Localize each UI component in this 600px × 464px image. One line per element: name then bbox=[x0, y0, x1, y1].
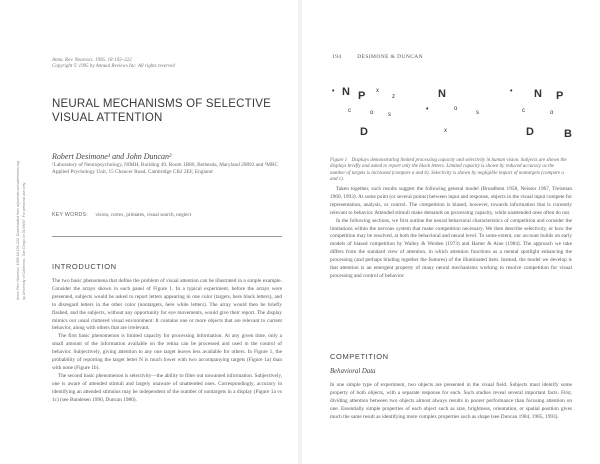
figure-target-letter: D bbox=[526, 126, 534, 138]
figure-panel-a bbox=[330, 84, 406, 144]
paragraph: Taken together, such results suggest the following general model (Broadbent 1958, Neisser 1967, Treisman 1960, 1993). At some point (or several points) between input and response, objects in the visual input compete for representation, analysis, or control. The competition is biased, however, towards information that is currently relevant to behavior. Attended stimuli make demands on processing capacity, while unattended ones often do not. bbox=[330, 186, 572, 216]
page-number: 194 bbox=[332, 54, 342, 60]
figure-caption-text: Displays demonstrating limited processing capacity and selectivity in human vision. Subjects are shown the displays briefly and asked to report only the black letters. Limited capacity is shown by reduced accuracy as the number of targets is increased (compare a and b). Selectivity is shown by negligible impact of nontargets (compare a and c). bbox=[330, 158, 567, 183]
affiliation: ¹Laboratory of Neuropsychology, NIMH, Building 49, Room 1B80, Bethesda, Maryland 20892 and ²MRC Applied Psychology Unit, 15 Chaucer Road, Cambridge CB2 2EF, England bbox=[52, 162, 279, 175]
keywords-list: vision, cortex, primates, visual search, neglect bbox=[95, 212, 192, 218]
figure-panel-c bbox=[506, 84, 582, 144]
subsection-heading-behavioral-data: Behavioral Data bbox=[330, 368, 376, 375]
paragraph: In one simple type of experiment, two objects are presented in the visual field. Subjects must identify some property of both objects, with a separate response for each. Such studies reveal several important facts. First, dividing attention between two objects almost always results in poorer performance than focusing attention on one. Essentially simple properties of each object such as size, brightness, orientation, or spatial position gives much the same result as identifying more complex properties such as shape (see Duncan 1984, 1985, 1993). bbox=[330, 382, 572, 420]
right-body bbox=[330, 186, 572, 281]
authors: Robert Desimone¹ and John Duncan² bbox=[52, 152, 172, 161]
paragraph: In the following sections, we first outline the neural behavioral characteristics of competition and consider the limitations within the nervous system that make competition necessary. We then describe selectivity, or how the competition may be resolved, at both the behavioral and neural level. To some extent, our account builds on early models of biased competition by Walley & Weiden (1973) and Harter & Aine (1984). The approach we take differs from the standard view of attention, in which attention functions as a mental spotlight enhancing the processing (and perhaps binding together the features) of the illuminated item. Instead, the model we develop is that attention is an emergent property of many neural mechanisms working to resolve competition for visual processing and control of behavior. bbox=[330, 217, 572, 279]
figure-panel-b bbox=[422, 84, 498, 144]
figure-target-letter: N bbox=[534, 88, 542, 100]
figure-1 bbox=[330, 84, 582, 144]
running-head bbox=[332, 54, 437, 60]
section-heading-introduction: INTRODUCTION bbox=[52, 262, 117, 271]
divider-rule bbox=[52, 236, 282, 237]
section-heading-competition: COMPETITION bbox=[330, 352, 389, 361]
figure-target-letter: P bbox=[358, 90, 366, 102]
figure-nontarget-letter: s bbox=[388, 112, 391, 118]
figure-target-letter: N bbox=[342, 86, 350, 98]
figure-nontarget-letter: x bbox=[376, 88, 379, 94]
paragraph: The two basic phenomena that define the problem of visual attention can be illustrated in a simple example. Consider the arrays shown in each panel of Figure 1. In a typical experiment, before the arrays were presented, subjects would be asked to report letters appearing in one color (targets, here black letters), and to disregard letters in the other color (nontargets, here white letters). The array would then be briefly flashed, and the subjects, without any opportunity for eye movements, would give their report. The display mimics our usual cluttered visual environment: It contains one or more objects that are relevant to current behavior, along with others that are irrelevant. bbox=[52, 278, 282, 332]
figure-target-letter: D bbox=[360, 126, 368, 138]
left-page bbox=[0, 0, 298, 464]
figure-caption bbox=[330, 158, 568, 184]
competition-body bbox=[330, 382, 572, 422]
paragraph: The second basic phenomenon is selectivity—the ability to filter out unwanted information. Subjectively, one is aware of attended stimuli and largely unaware of unattended ones. Correspondingly, accuracy in identifying an attended stimulus may be independent of the number of nontargets in a display (Figure 1a vs 1c) (see Bundesen 1990, Duncan 1980). bbox=[52, 372, 282, 403]
figure-nontarget-letter: s bbox=[476, 110, 479, 116]
figure-nontarget-letter: c bbox=[522, 108, 525, 114]
right-page bbox=[302, 0, 600, 464]
article-title: NEURAL MECHANISMS OF SELECTIVE VISUAL ATTENTION bbox=[52, 98, 272, 124]
journal-line-1: Annu. Rev. Neurosci. 1995. 18:193–222 bbox=[52, 58, 132, 63]
figure-target-letter: B bbox=[564, 128, 572, 140]
margin-download-stamp-2: by University of California - San Diego on 01/09/07. For personal use only. bbox=[22, 182, 26, 300]
keywords bbox=[52, 212, 282, 219]
journal-line-2: Copyright © 1995 by Annual Reviews Inc. All rights reserved bbox=[52, 64, 175, 69]
figure-nontarget-letter: z bbox=[392, 94, 395, 100]
figure-target-letter: N bbox=[438, 88, 446, 100]
paragraph: The first basic phenomenon is limited capacity for processing information. At any given time, only a small amount of the information available on the retina can be processed and used in the control of behavior. Subjectively, giving attention to any one target leaves less available for others. In Figure 1, the probability of reporting the target letter N is much lower with two accompanying targets (Figure 1a) than with none (Figure 1b). bbox=[52, 333, 282, 371]
figure-nontarget-letter: o bbox=[370, 110, 374, 116]
introduction-body bbox=[52, 278, 282, 405]
figure-caption-label: Figure 1 bbox=[330, 158, 348, 163]
running-head-authors: DESIMONE & DUNCAN bbox=[357, 54, 424, 60]
figure-nontarget-letter: c bbox=[348, 108, 351, 114]
figure-nontarget-letter: • bbox=[510, 88, 513, 95]
figure-nontarget-letter: x bbox=[444, 128, 447, 134]
margin-download-stamp-1: Annu. Rev. Neurosci. 1995.18:193-222. Downloaded from arjournals.annualreviews.org bbox=[16, 161, 20, 300]
figure-target-letter: P bbox=[556, 90, 564, 102]
figure-nontarget-letter: o bbox=[550, 110, 554, 116]
figure-nontarget-letter: • bbox=[332, 88, 335, 95]
figure-nontarget-letter: o bbox=[454, 106, 458, 112]
journal-citation bbox=[52, 58, 175, 70]
keywords-label: KEY WORDS: bbox=[52, 212, 89, 218]
figure-nontarget-letter: • bbox=[426, 106, 429, 113]
